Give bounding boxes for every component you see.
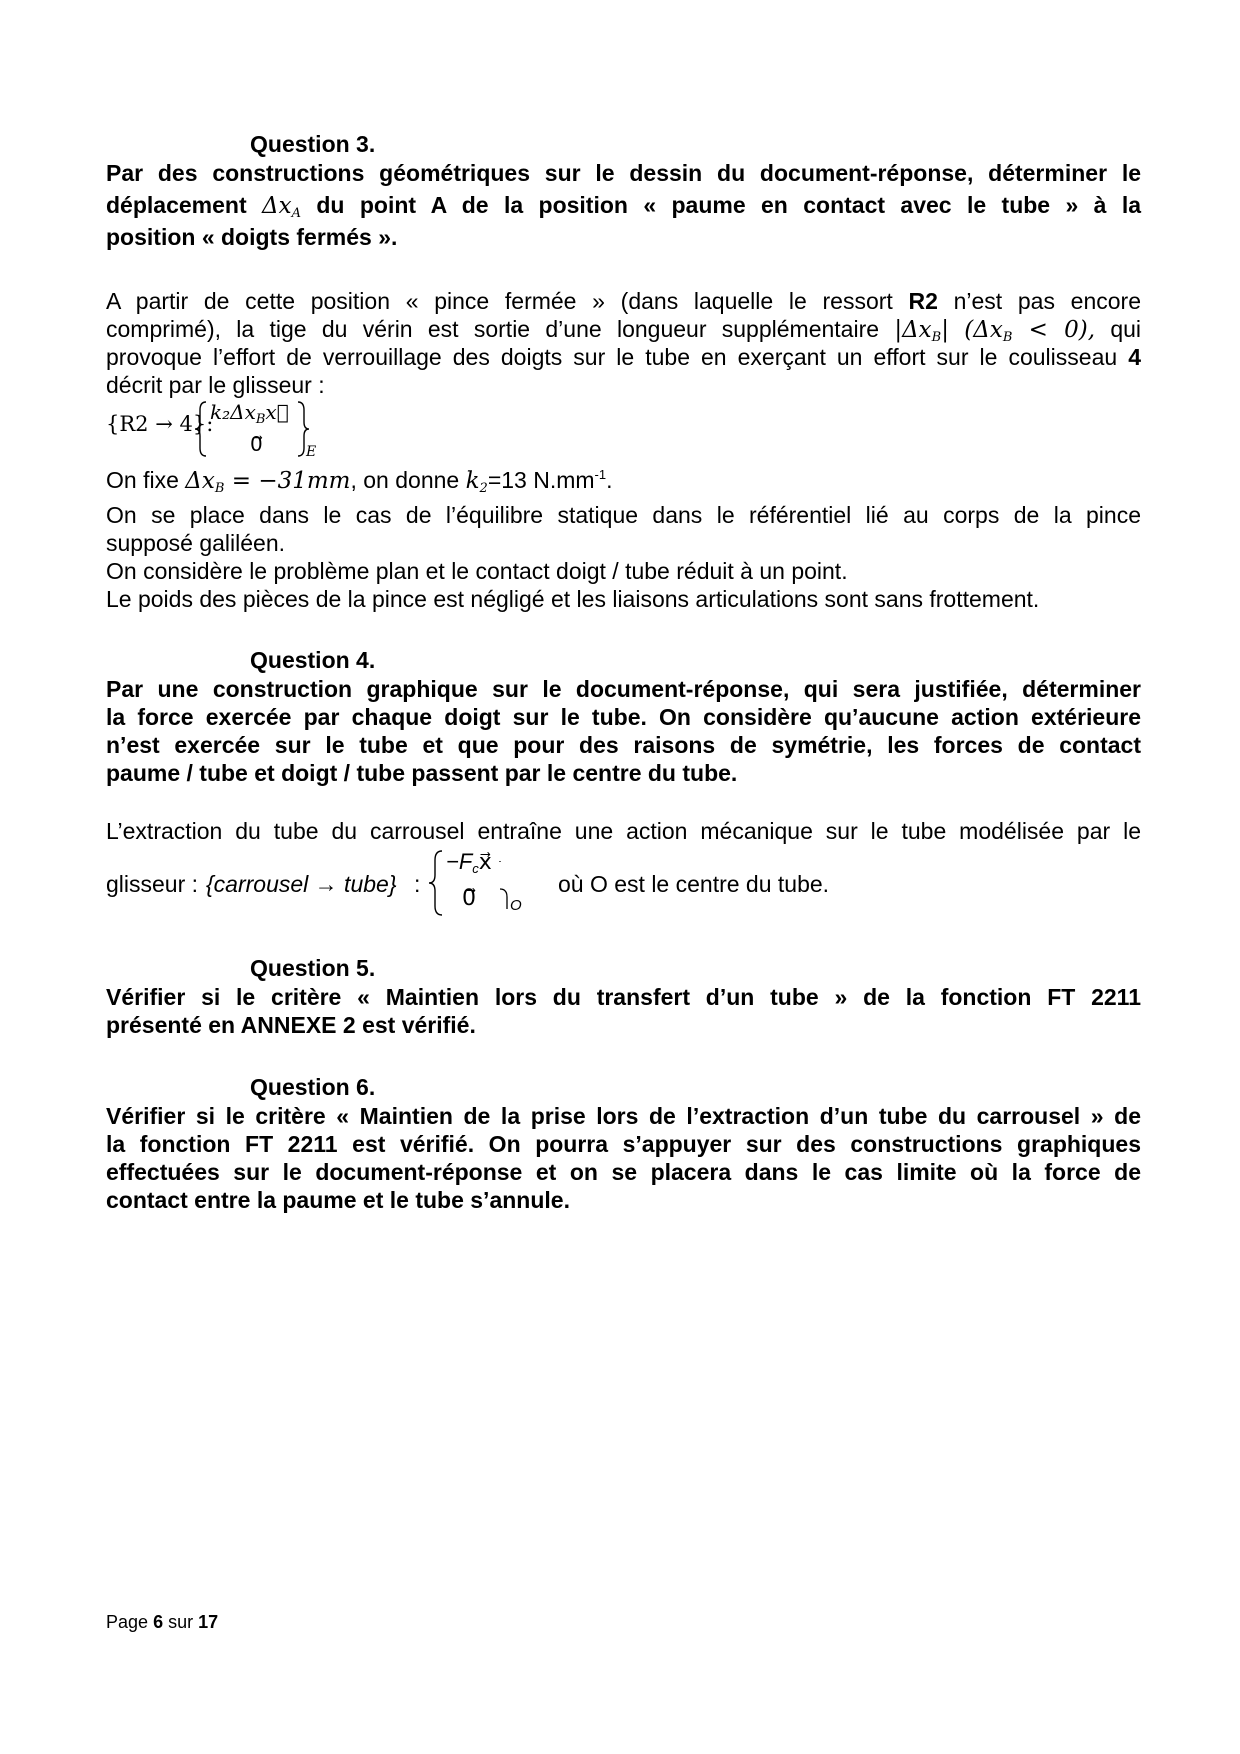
para2-line-3: supposé galiléen. bbox=[106, 530, 286, 556]
torsor-r2-point: E bbox=[306, 444, 317, 460]
page-number: 6 bbox=[153, 1612, 164, 1632]
torsor-carrousel-label: {carrousel → tube} bbox=[206, 871, 397, 897]
torsor-carrousel-moment: 0⃗ bbox=[462, 885, 476, 910]
q4-line-3: n’est exercée sur le tube et que pour des raisons de symétrie, les forces de contact bbox=[106, 732, 1141, 758]
q4-line-1: Par une construction graphique sur le document-réponse, qui sera justifiée, déterminer bbox=[106, 676, 1141, 702]
r2-label: R2 bbox=[908, 288, 938, 314]
para2-line-1: On fixe $\Delta x_B = -31mm$, on donne $k_2=13$ $N.mm^{-1}$. bbox=[106, 467, 613, 496]
para1-line-3: provoque l’effort de verrouillage des doigts sur le tube en exerçant un effort sur le coulisseau 4 bbox=[106, 344, 1141, 370]
coulisseau-4-label: 4 bbox=[1128, 344, 1141, 370]
question-5-text bbox=[106, 983, 1141, 1039]
para1-line-1: A partir de cette position « pince fermée » (dans laquelle le ressort R2 n’est pas encore bbox=[106, 288, 1141, 314]
delta-xa-symbol: $\Delta x_A$ bbox=[262, 193, 301, 221]
paragraph-spring bbox=[106, 287, 1141, 399]
left-brace-icon bbox=[194, 400, 208, 458]
paragraph-extraction bbox=[106, 817, 1141, 845]
question-6-title: Question 6. bbox=[250, 1074, 376, 1100]
footer-prefix: Page bbox=[106, 1612, 149, 1632]
para2-line-5: Le poids des pièces de la pince est négligé et les liaisons articulations sont sans frottement. bbox=[106, 586, 1040, 612]
question-3-text bbox=[106, 159, 1141, 251]
para3-glisseur-line bbox=[106, 849, 1141, 919]
q6-line-4: contact entre la paume et le tube s’annule. bbox=[106, 1187, 570, 1213]
q4-line-4: paume / tube et doigt / tube passent par le centre du tube. bbox=[106, 760, 738, 786]
torsor-carrousel-point: O bbox=[510, 897, 522, 914]
torsor-r2-label: {R2 → 4}: bbox=[106, 412, 214, 436]
q3-deplacement: déplacement bbox=[106, 192, 247, 218]
glisseur-label: glisseur : bbox=[106, 871, 199, 897]
q3-line-1: Par des constructions géométriques sur le dessin du document-réponse, déterminer le bbox=[106, 160, 1141, 186]
q6-line-3: effectuées sur le document-réponse et on se placera dans le cas limite où la force de bbox=[106, 1159, 1141, 1185]
left-brace-icon bbox=[428, 849, 444, 917]
document-page bbox=[106, 0, 1141, 1754]
question-5-title: Question 5. bbox=[250, 955, 376, 981]
torsor-colon: : bbox=[414, 871, 421, 897]
delta-xb-condition: $(\Delta x_B < 0)$, bbox=[964, 317, 1096, 345]
para1-line-2: comprimé), la tige du vérin est sortie d’une longueur supplémentaire $|\Delta x_B|$ $(\Delta x_B < 0)$, qui bbox=[106, 316, 1142, 345]
paragraph-hypotheses bbox=[106, 466, 1141, 613]
question-3-title: Question 3. bbox=[250, 131, 376, 157]
torsor-r2-resultant: $k_2\Delta x_Bx⃗$ bbox=[210, 400, 289, 427]
question-4-title: Question 4. bbox=[250, 647, 376, 673]
q5-line-2: présenté en ANNEXE 2 est vérifié. bbox=[106, 1012, 476, 1038]
torsor-r2-4 bbox=[106, 400, 326, 462]
abs-delta-xb: $|\Delta x_B|$ bbox=[894, 317, 949, 345]
q3-line-2-rest: du point A de la position « paume en contact avec le tube » à la bbox=[316, 192, 1141, 218]
q4-line-2: la force exercée par chaque doigt sur le tube. On considère qu’aucune action extérieure bbox=[106, 704, 1141, 730]
question-6-text bbox=[106, 1102, 1141, 1214]
para1-line-4: décrit par le glisseur : bbox=[106, 372, 325, 398]
para2-line-4: On considère le problème plan et le contact doigt / tube réduit à un point. bbox=[106, 558, 848, 584]
page-total: 17 bbox=[198, 1612, 219, 1632]
q3-line-2 bbox=[106, 191, 1141, 219]
k2-value: $k_2$ bbox=[465, 468, 488, 496]
delta-xb-value: $\Delta x_B = -31mm$ bbox=[185, 468, 351, 496]
page-footer bbox=[106, 1612, 218, 1633]
torsor-r2-moment: 0⃗ bbox=[250, 432, 263, 456]
torsor-carrousel-resultant: $-F_cx⃗$ bbox=[446, 849, 492, 876]
q6-line-1: Vérifier si le critère « Maintien de la prise lors de l’extraction d’un tube du carrousel » de bbox=[106, 1103, 1141, 1129]
footer-separator: sur bbox=[168, 1612, 194, 1632]
q5-line-1: Vérifier si le critère « Maintien lors du transfert d’un tube » de la fonction FT 2211 bbox=[106, 984, 1141, 1010]
question-4-text bbox=[106, 675, 1141, 787]
para3-line-1: L’extraction du tube du carrousel entraîne une action mécanique sur le tube modélisée par le bbox=[106, 818, 1141, 844]
para3-centre-text: où O est le centre du tube. bbox=[558, 871, 830, 897]
q3-line-3: position « doigts fermés ». bbox=[106, 224, 398, 250]
para2-line-2: On se place dans le cas de l’équilibre statique dans le référentiel lié au corps de la pince bbox=[106, 502, 1141, 528]
q6-line-2: la fonction FT 2211 est vérifié. On pourra s’appuyer sur des constructions graphiques bbox=[106, 1131, 1141, 1157]
